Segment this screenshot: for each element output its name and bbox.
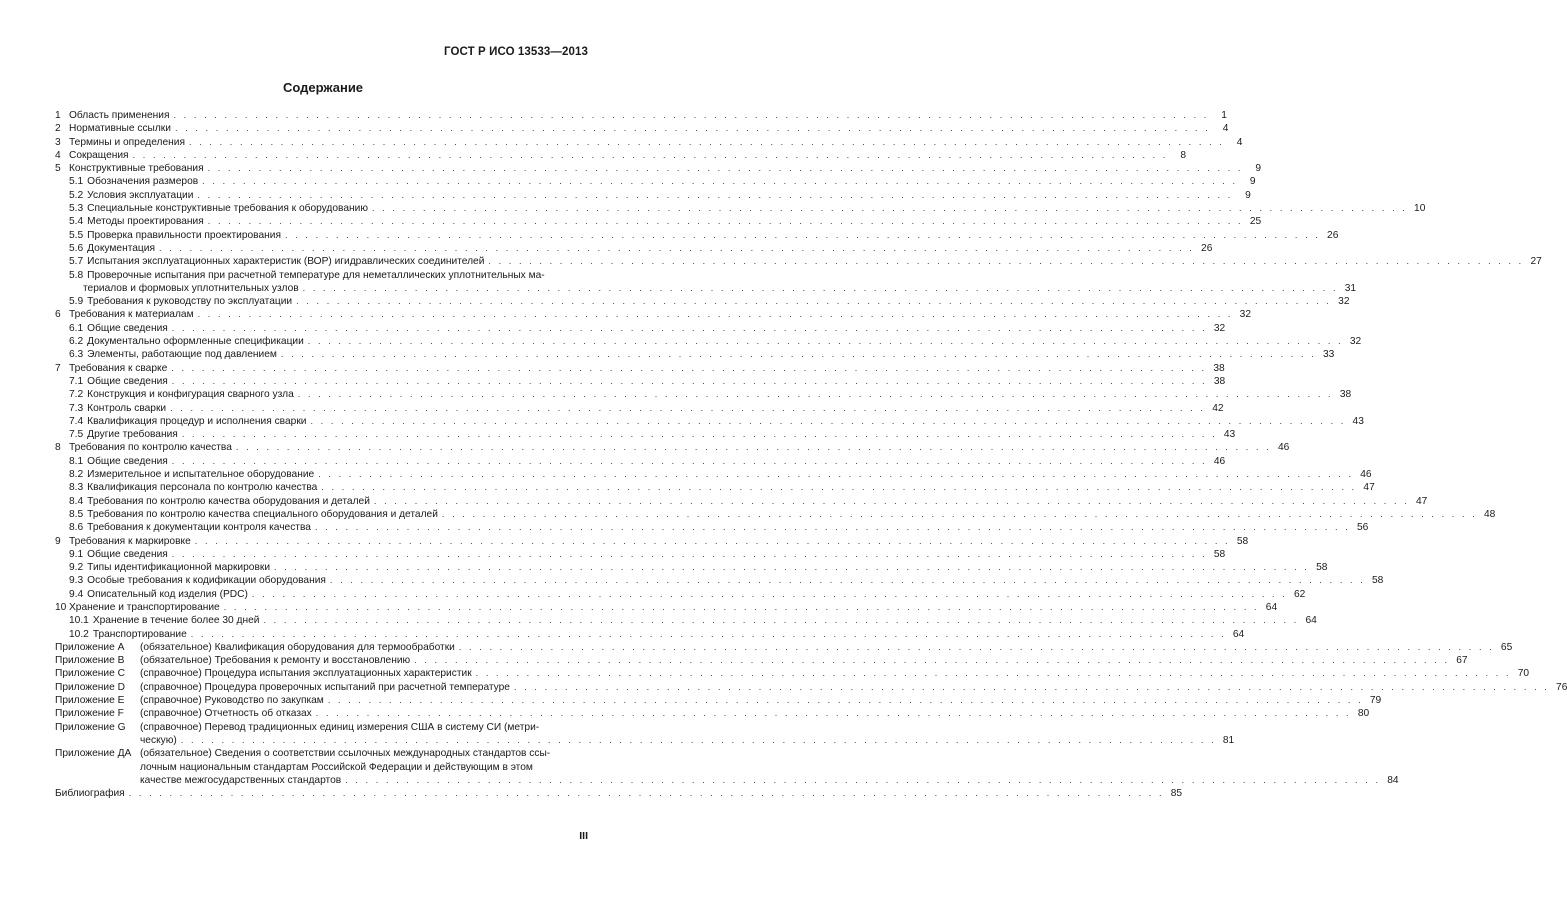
section-title: Область применения	[69, 110, 170, 121]
appendix-entry-line	[55, 721, 589, 734]
leader-dots	[172, 375, 1207, 388]
page-ref: 32	[1338, 296, 1350, 308]
appendix-label: Приложение D	[55, 681, 125, 693]
section-title: Обозначения размеров	[87, 176, 199, 188]
section-number: 8.2	[69, 469, 84, 481]
page-ref: 47	[1363, 482, 1375, 494]
leader-dots	[191, 628, 1226, 641]
page-ref: 32	[1349, 336, 1362, 348]
leader-dots	[172, 548, 1207, 561]
toc-entry-line	[55, 269, 589, 282]
appendix-label: Приложение ДА	[55, 748, 132, 760]
page-ref: 43	[1352, 415, 1364, 427]
appendix-entry-line	[55, 774, 1399, 787]
appendix-entry-line	[55, 761, 589, 774]
page-ref: 33	[1322, 349, 1335, 361]
appendix-title: (справочное) Отчетность об отказах	[140, 708, 312, 720]
leader-dots	[182, 428, 1217, 441]
section-number: 5.4	[69, 216, 84, 228]
page-ref: 31	[1344, 282, 1357, 294]
toc-subentry[interactable]	[55, 335, 1362, 348]
toc-subentry[interactable]	[55, 588, 1306, 601]
leader-dots	[173, 109, 1208, 122]
section-title: Проверка правильности проектирования	[87, 229, 281, 241]
appendix-title-continued: лочным национальным стандартам Российской Федерации и действующим в этом	[140, 761, 533, 773]
leader-dots	[181, 734, 1216, 747]
toc-subentry[interactable]	[55, 468, 1372, 481]
leader-dots	[285, 229, 1320, 242]
page-ref: 4	[1222, 123, 1229, 135]
section-title: Хранение и транспортирование	[69, 601, 220, 613]
section-number: 8.1	[69, 455, 84, 467]
toc-entry[interactable]	[55, 269, 1357, 296]
section-title: Описательный код изделия (PDC)	[87, 588, 248, 600]
appendix-label: Приложение F	[55, 708, 124, 720]
appendix-entry[interactable]	[55, 641, 1513, 654]
section-number: 7.1	[69, 375, 84, 387]
appendix-entry[interactable]	[55, 681, 1567, 694]
leader-dots	[202, 175, 1237, 188]
leader-dots	[442, 508, 1477, 521]
section-number: 6	[55, 309, 61, 321]
section-title-continued: териалов и формовых уплотнительных узлов	[83, 282, 299, 294]
page-ref: 64	[1232, 628, 1245, 640]
appendix-title: (обязательное) Требования к ремонту и восстановлению	[140, 655, 411, 667]
leader-dots	[197, 189, 1232, 202]
page-ref: 25	[1249, 216, 1262, 228]
section-title: Документально оформленные спецификации	[87, 336, 304, 348]
section-title: Элементы, работающие под давлением	[87, 349, 277, 361]
section-title: Другие требования	[87, 429, 178, 441]
toc-entry[interactable]	[55, 362, 1225, 375]
section-title: Испытания эксплуатационных характеристик (ВОР) игидравлических соединителей	[87, 256, 485, 268]
leader-dots	[316, 707, 1351, 720]
appendix-title: (справочное) Процедура проверочных испытаний при расчетной температуре	[140, 681, 510, 693]
leader-dots	[321, 481, 1356, 494]
leader-dots	[208, 215, 1243, 228]
appendix-title-continued: качестве межгосударственных стандартов	[140, 774, 342, 786]
leader-dots	[172, 322, 1207, 335]
section-number: 3	[55, 136, 61, 148]
leader-dots	[281, 348, 1316, 361]
section-title: Требования к материалам	[69, 309, 194, 321]
toc-subentry[interactable]	[55, 548, 1226, 561]
toc-entry[interactable]	[55, 122, 1229, 135]
section-title: Требования к документации контроля качества	[87, 522, 311, 534]
toc-subentry[interactable]	[55, 614, 1317, 627]
page-ref: 32	[1213, 322, 1226, 334]
appendix-title: (обязательное) Сведения о соответствии ссылочных международных стандартов ссы-	[140, 748, 551, 760]
leader-dots	[315, 521, 1350, 534]
appendix-label: Приложение G	[55, 721, 126, 733]
toc-subentry[interactable]	[55, 388, 1352, 401]
toc-entry[interactable]	[55, 441, 1290, 454]
toc-subentry[interactable]	[55, 215, 1262, 228]
appendix-label: Приложение В	[55, 655, 125, 667]
leader-dots	[198, 308, 1233, 321]
section-title: Требования по контролю качества специального оборудования и деталей	[87, 508, 438, 520]
page-ref: 4	[1236, 136, 1243, 148]
toc-subentry[interactable]	[55, 574, 1384, 587]
leader-dots	[159, 242, 1194, 255]
toc-subentry[interactable]	[55, 628, 1245, 641]
leader-dots	[274, 561, 1309, 574]
section-number: 9.3	[69, 575, 84, 587]
toc-entry[interactable]	[55, 308, 1251, 321]
section-title: Требования по контролю качества	[69, 442, 232, 454]
page-ref: 58	[1371, 575, 1384, 587]
toc-entry[interactable]	[55, 162, 1262, 175]
section-title: Общие сведения	[87, 375, 168, 387]
leader-dots	[263, 614, 1298, 627]
leader-dots	[476, 667, 1511, 680]
leader-dots	[374, 495, 1409, 508]
leader-dots	[345, 774, 1380, 787]
page-title: Содержание	[282, 80, 364, 95]
leader-dots	[488, 255, 1523, 268]
section-title: Термины и определения	[69, 136, 185, 148]
appendix-label: Приложение А	[55, 641, 125, 653]
toc-subentry[interactable]	[55, 375, 1226, 388]
appendix-title: (справочное) Процедура испытания эксплуатационных характеристик	[140, 668, 472, 680]
toc-subentry[interactable]	[55, 415, 1364, 428]
page-ref: 38	[1339, 389, 1352, 401]
leader-dots	[129, 787, 1164, 800]
section-number: 7.3	[69, 402, 84, 414]
page-ref: 62	[1293, 588, 1306, 600]
leader-dots	[175, 122, 1210, 135]
section-title: Типы идентификационной маркировки	[87, 562, 271, 574]
section-number: 10	[55, 601, 67, 613]
section-number: 5.2	[69, 189, 84, 201]
appendix-entry-line	[55, 747, 589, 760]
page-ref: 38	[1213, 375, 1226, 387]
page-ref: 8	[1180, 149, 1186, 161]
section-title: Квалификация персонала по контролю качества	[87, 482, 318, 494]
toc-subentry[interactable]	[55, 295, 1350, 308]
appendix-title-continued: ческую)	[140, 734, 177, 746]
toc-subentry[interactable]	[55, 521, 1369, 534]
page-ref: 48	[1483, 508, 1496, 520]
section-number: 7	[55, 362, 61, 374]
section-number: 5.8	[69, 269, 84, 281]
leader-dots	[170, 402, 1205, 415]
leader-dots	[208, 162, 1243, 175]
page-ref: 27	[1530, 256, 1542, 268]
section-number: 7.4	[69, 415, 84, 427]
section-title: Требования к руководству по эксплуатации	[87, 296, 293, 308]
page-ref: 64	[1305, 615, 1317, 627]
toc-subentry[interactable]	[55, 175, 1256, 188]
toc-subentry[interactable]	[55, 481, 1375, 494]
section-number: 1	[55, 110, 61, 121]
appendix-entry[interactable]	[55, 694, 1382, 707]
page-ref: 1	[1221, 110, 1227, 121]
toc-subentry[interactable]	[55, 189, 1251, 202]
toc-subentry[interactable]	[55, 495, 1428, 508]
section-title: Условия эксплуатации	[87, 189, 194, 201]
section-title: Конструкция и конфигурация сварного узла	[87, 389, 294, 401]
section-title: Требования по контролю качества оборудования и деталей	[87, 495, 370, 507]
section-title: Общие сведения	[87, 548, 168, 560]
page-ref: 9	[1249, 176, 1256, 188]
section-number: 10.1	[69, 615, 89, 627]
leader-dots	[372, 202, 1407, 215]
section-number: 6.1	[69, 322, 84, 334]
toc-entry[interactable]	[55, 136, 1243, 149]
toc-subentry[interactable]	[55, 561, 1328, 574]
appendix-label: Приложение Е	[55, 695, 125, 707]
page-ref: 26	[1201, 242, 1213, 254]
page-ref: 46	[1360, 469, 1372, 481]
section-title: Специальные конструктивные требования к оборудованию	[87, 203, 368, 215]
page-ref: 85	[1170, 788, 1183, 800]
leader-dots	[303, 282, 1338, 295]
section-number: 6.3	[69, 349, 84, 361]
leader-dots	[133, 149, 1168, 162]
leader-dots	[330, 574, 1365, 587]
page-ref: 9	[1245, 189, 1251, 201]
table-of-contents	[55, 109, 1567, 800]
page-ref: 38	[1213, 362, 1225, 374]
section-number: 5.1	[69, 176, 84, 188]
appendix-title: (справочное) Руководство по закупкам	[140, 695, 324, 707]
page-ref: 42	[1212, 402, 1224, 414]
leader-dots	[459, 641, 1494, 654]
toc-entry[interactable]	[55, 149, 1186, 162]
leader-dots	[171, 362, 1206, 375]
section-title: Хранение в течение более 30 дней	[92, 615, 260, 627]
section-number: 9.1	[69, 548, 84, 560]
appendix-label: Приложение С	[55, 668, 125, 680]
page-ref: 79	[1369, 695, 1382, 707]
section-title: Конструктивные требования	[69, 163, 204, 175]
section-number: 6.2	[69, 336, 84, 348]
page-ref: 81	[1222, 734, 1235, 746]
appendix-title: (обязательное) Квалификация оборудования для термообработки	[140, 641, 455, 653]
page-ref: 46	[1213, 455, 1226, 467]
section-number: 10.2	[69, 628, 89, 640]
section-number: 8.5	[69, 508, 84, 520]
leader-dots	[414, 654, 1449, 667]
leader-dots	[224, 601, 1259, 614]
page-ref: 58	[1236, 535, 1249, 547]
leader-dots	[514, 681, 1549, 694]
page-ref: 47	[1415, 495, 1428, 507]
toc-entry[interactable]	[55, 535, 1249, 548]
section-title: Общие сведения	[87, 455, 168, 467]
toc-subentry[interactable]	[55, 242, 1213, 255]
appendix-title: (справочное) Перевод традиционных единиц измерения США в систему СИ (метри-	[140, 721, 540, 733]
page-ref: 65	[1500, 641, 1513, 653]
page-ref: 80	[1357, 708, 1370, 720]
page-ref: 58	[1316, 562, 1328, 574]
appendix-entry[interactable]	[55, 654, 1468, 667]
leader-dots	[310, 415, 1345, 428]
page-number: III	[579, 830, 588, 842]
page-ref: 9	[1255, 163, 1262, 175]
leader-dots	[308, 335, 1343, 348]
section-title: Документация	[87, 242, 155, 254]
page-ref: 46	[1277, 442, 1290, 454]
section-number: 5.5	[69, 229, 84, 241]
section-title: Проверочные испытания при расчетной температуре для неметаллических уплотнительных ма-	[87, 269, 545, 281]
section-number: 5	[55, 163, 61, 175]
page-ref: 56	[1357, 522, 1369, 534]
leader-dots	[236, 441, 1271, 454]
section-title: Измерительное и испытательное оборудование	[87, 469, 315, 481]
toc-entry[interactable]	[55, 601, 1278, 614]
section-number: 8.3	[69, 482, 84, 494]
toc-subentry[interactable]	[55, 229, 1339, 242]
section-number: 8.4	[69, 495, 84, 507]
toc-subentry[interactable]	[55, 402, 1224, 415]
section-title: Контроль сварки	[87, 402, 167, 414]
section-number: 2	[55, 123, 61, 135]
leader-dots	[195, 535, 1230, 548]
toc-entry[interactable]	[55, 109, 1227, 122]
page-ref: 43	[1223, 429, 1236, 441]
bibliography-title: Библиография	[55, 788, 125, 800]
section-number: 8	[55, 442, 61, 454]
leader-dots	[189, 136, 1224, 149]
section-title: Сокращения	[69, 149, 129, 161]
document-code: ГОСТ Р ИСО 13533—2013	[443, 46, 588, 58]
section-title: Квалификация процедур и исполнения сварки	[87, 415, 307, 427]
section-number: 5.6	[69, 242, 84, 254]
toc-subentry[interactable]	[55, 202, 1426, 215]
page-ref: 76	[1556, 681, 1567, 693]
section-title: Общие сведения	[87, 322, 168, 334]
page-ref: 32	[1239, 309, 1251, 321]
appendix-entry[interactable]	[55, 667, 1530, 680]
section-title: Нормативные ссылки	[69, 123, 171, 135]
appendix-entry-line	[55, 734, 1235, 747]
leader-dots	[172, 455, 1207, 468]
leader-dots	[298, 388, 1333, 401]
section-title: Методы проектирования	[87, 216, 204, 228]
section-number: 9.2	[69, 562, 84, 574]
section-number: 5.7	[69, 256, 84, 268]
section-title: Особые требования к кодификации оборудования	[87, 575, 326, 587]
page-ref: 67	[1456, 655, 1468, 667]
section-title: Транспортирование	[92, 628, 187, 640]
section-number: 4	[55, 149, 61, 161]
appendix-entry[interactable]	[55, 721, 1235, 748]
section-number: 9	[55, 535, 61, 547]
leader-dots	[296, 295, 1331, 308]
section-number: 9.4	[69, 588, 84, 600]
page-ref: 70	[1517, 668, 1530, 680]
leader-dots	[252, 588, 1287, 601]
leader-dots	[318, 468, 1353, 481]
section-number: 7.2	[69, 389, 84, 401]
toc-subentry[interactable]	[55, 428, 1236, 441]
page-ref: 10	[1414, 203, 1426, 215]
page-ref: 58	[1213, 548, 1226, 560]
section-title: Требования к маркировке	[69, 535, 191, 547]
toc-subentry[interactable]	[55, 508, 1496, 521]
toc-subentry[interactable]	[55, 348, 1335, 361]
section-number: 5.3	[69, 203, 84, 215]
appendix-entry[interactable]	[55, 747, 1399, 787]
toc-subentry[interactable]	[55, 255, 1542, 268]
toc-subentry[interactable]	[55, 455, 1226, 468]
bibliography-entry[interactable]	[55, 787, 1183, 800]
leader-dots	[328, 694, 1363, 707]
section-number: 7.5	[69, 429, 84, 441]
section-number: 5.9	[69, 296, 84, 308]
page-ref: 26	[1327, 229, 1339, 241]
toc-subentry[interactable]	[55, 322, 1226, 335]
page-ref: 84	[1387, 774, 1399, 786]
section-title: Требования к сварке	[69, 362, 168, 374]
toc-entry-line	[55, 282, 1357, 295]
appendix-entry[interactable]	[55, 707, 1370, 720]
section-number: 8.6	[69, 522, 84, 534]
page-ref: 64	[1265, 601, 1278, 613]
